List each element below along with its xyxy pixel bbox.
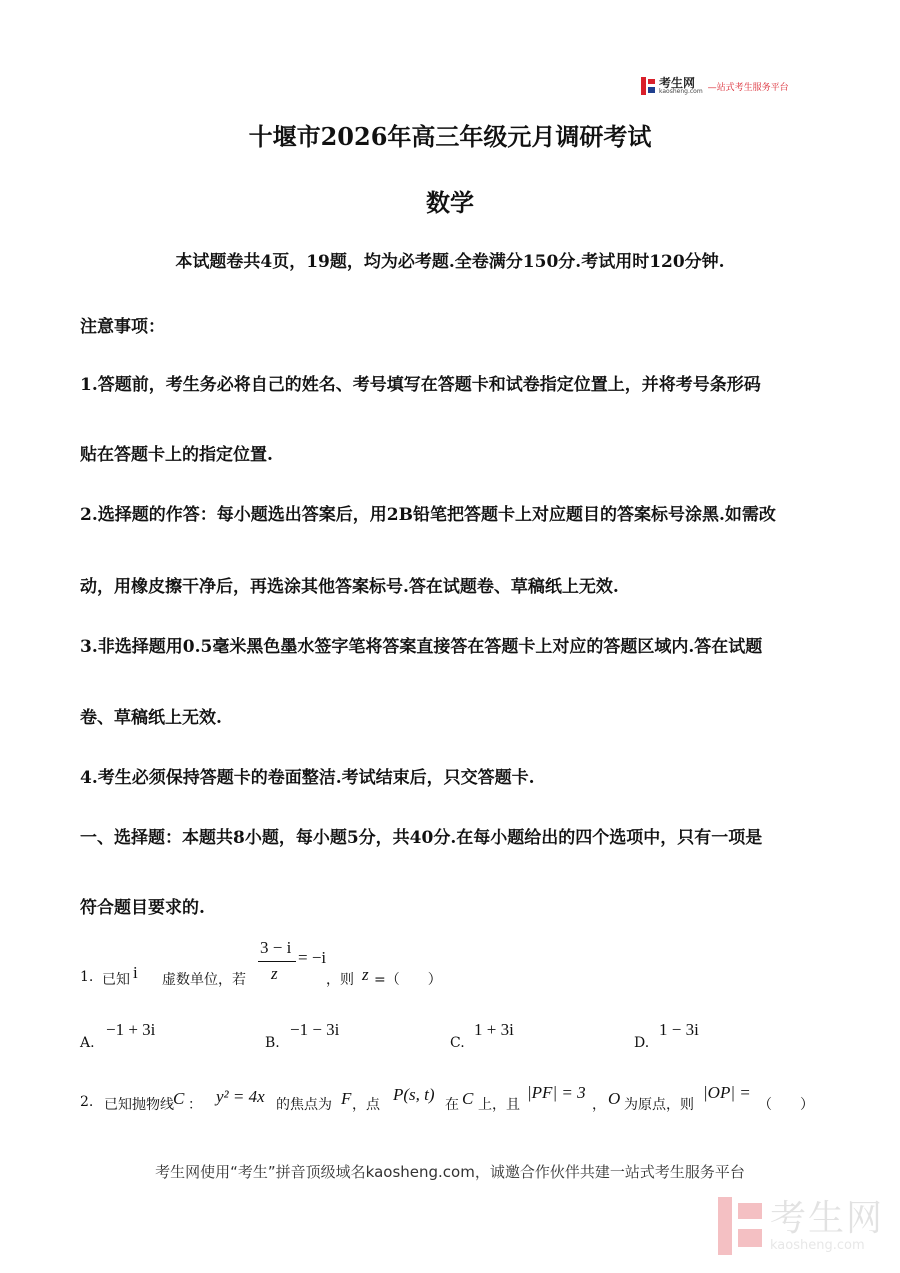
q2-O: O <box>608 1089 621 1108</box>
q2-text: 在 <box>445 1097 459 1113</box>
q2-text: 的焦点为 <box>276 1097 332 1113</box>
footer-text: 考生网使用“考生”拼音顶级域名kaosheng.com，诚邀合作伙伴共建一站式考生服务平台 <box>155 1163 745 1181</box>
q1-i: i <box>133 963 138 982</box>
exam-intro: 本试题卷共4页，19题，均为必考题.全卷满分150分.考试用时120分钟. <box>175 252 725 272</box>
q2-F: F <box>341 1089 352 1108</box>
q1-z: z <box>362 965 369 984</box>
q2-text: ， <box>592 1097 606 1113</box>
q2-text: ，点 <box>352 1097 380 1113</box>
q2-text: 为原点，则 <box>624 1097 694 1113</box>
notice-item: 贴在答题卡上的指定位置. <box>80 445 273 465</box>
q2-text: ： <box>188 1097 202 1113</box>
q1-denominator: z <box>271 964 278 983</box>
q1-numerator: 3 − i <box>260 938 292 957</box>
notice-item: 3.非选择题用0.5毫米黑色墨水签字笔将答案直接答在答题卡上对应的答题区域内.答在试题 <box>80 637 763 657</box>
notice-heading: 注意事项： <box>80 317 165 337</box>
q1-text: ，则 <box>326 972 354 988</box>
kaosheng-logo <box>641 75 789 97</box>
notice-item: 2.选择题的作答：每小题选出答案后，用2B铅笔把答题卡上对应题目的答案标号涂黑.如需改 <box>80 505 776 525</box>
page-title: 十堰市2026年高三年级元月调研考试 <box>248 122 652 151</box>
logo-slogan: —站式考生服务平台 <box>707 82 789 93</box>
watermark <box>718 1197 884 1255</box>
q2-OP: |OP| = <box>703 1083 751 1102</box>
notice-item: 卷、草稿纸上无效. <box>80 708 222 728</box>
section-heading-cont: 符合题目要求的. <box>80 898 205 918</box>
logo-en: kaosheng.com <box>659 88 703 95</box>
q2-point-P: P(s, t) <box>393 1085 435 1104</box>
q2-C: C <box>173 1089 185 1108</box>
fraction-bar <box>258 961 296 962</box>
logo-cn: 考生网 <box>659 76 696 90</box>
option-d-value: 1 − 3i <box>659 1020 699 1039</box>
q2-text: （ ） <box>758 1097 814 1113</box>
option-b-value: −1 − 3i <box>290 1020 340 1039</box>
notice-item: 4.考生必须保持答题卡的卷面整洁.考试结束后，只交答题卡. <box>80 768 535 788</box>
q2-number: 2. <box>80 1094 94 1110</box>
q2-text: 上，且 <box>478 1097 520 1113</box>
notice-item: 1.答题前，考生务必将自己的姓名、考号填写在答题卡和试卷指定位置上，并将考号条形码 <box>80 375 761 395</box>
kaosheng-watermark-icon <box>718 1197 762 1255</box>
option-c-label: C. <box>450 1035 465 1051</box>
q1-number: 1. <box>80 969 94 985</box>
option-a-label: A. <box>80 1035 95 1051</box>
notice-item: 动，用橡皮擦干净后，再选涂其他答案标号.答在试题卷、草稿纸上无效. <box>80 577 619 597</box>
q1-text: 已知 <box>102 972 130 988</box>
section-heading: 一、选择题：本题共8小题，每小题5分，共40分.在每小题给出的四个选项中，只有一项是 <box>80 828 763 848</box>
option-d-label: D. <box>634 1035 650 1051</box>
watermark-en: kaosheng.com <box>770 1237 865 1253</box>
option-c-value: 1 + 3i <box>474 1020 514 1039</box>
q1-text: 虚数单位，若 <box>162 972 246 988</box>
subject-title: 数学 <box>426 188 474 217</box>
watermark-cn: 考生网 <box>770 1197 885 1239</box>
q1-text: =（ ） <box>374 972 442 988</box>
kaosheng-logo-icon <box>641 77 655 95</box>
q2-PF: |PF| = 3 <box>527 1083 586 1102</box>
q2-text: 已知抛物线 <box>104 1097 174 1113</box>
option-b-label: B. <box>265 1035 280 1051</box>
option-a-value: −1 + 3i <box>106 1020 156 1039</box>
q2-equation: y² = 4x <box>216 1087 265 1106</box>
q2-C: C <box>462 1089 474 1108</box>
q1-rhs: = −i <box>298 948 327 967</box>
